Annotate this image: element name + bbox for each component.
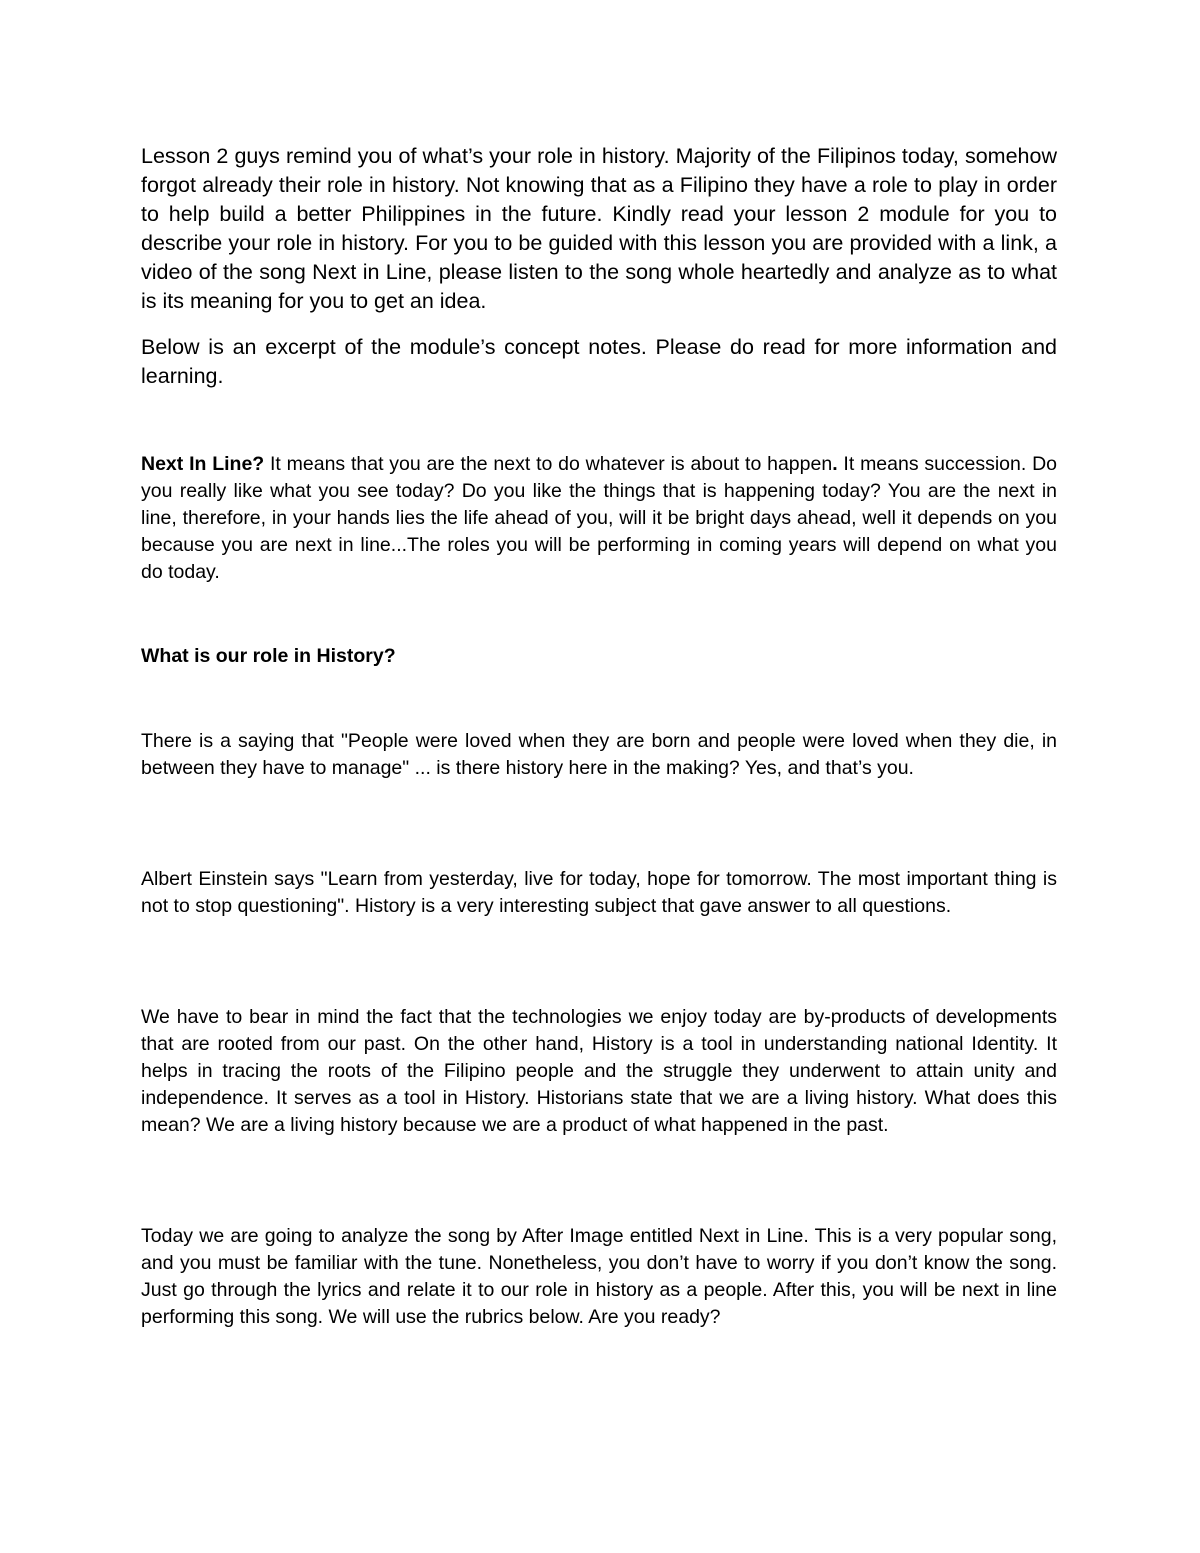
technology-paragraph: We have to bear in mind the fact that the technologies we enjoy today are by-products of developments that are rooted from our past. On the other hand, History is a tool in understanding national Identity. It helps in tracing the roots of the Filipino people and the struggle they underwent to attain unity and independence. It serves as a tool in History. Historians state that we are a living history. What does this mean? We are a living history because we are a product of what happened in the past. — [141, 1006, 1057, 1136]
role-heading: What is our role in History? — [141, 645, 396, 667]
next-in-line-definition-rest: It means succession. Do you really like what you see today? Do you like the things that is happening today? You are the next in line, therefore, in your hands lies the life ahead of you, will it be bright days ahead, well it depends on you because you are next in line...The roles you will be performing in coming years will depend on what you do today. — [141, 453, 1058, 583]
next-in-line-period: . — [832, 453, 838, 475]
intro-paragraph: Lesson 2 guys remind you of what’s your role in history. Majority of the Filipinos today, somehow forgot already their role in history. Not knowing that as a Filipino they have a role to play in order to help build a better Philippines in the future. Kindly read your lesson 2 module for you to describe your role in history. For you to be guided with this lesson you are provided with a link, a video of the song Next in Line, please listen to the song whole heartedly and analyze as to what is its meaning for you to get an idea. — [141, 144, 1057, 313]
song-paragraph: Today we are going to analyze the song by After Image entitled Next in Line. This is a very popular song, and you must be familiar with the tune. Nonetheless, you don’t have to worry if you don’t know the song. Just go through the lyrics and relate it to our role in history as a people. After this, you will be next in line performing this song. We will use the rubrics below. Are you ready? — [141, 1225, 1057, 1328]
einstein-paragraph: Albert Einstein says "Learn from yesterday, live for today, hope for tomorrow. The most important thing is not to stop questioning". History is a very interesting subject that gave answer to all questions. — [141, 868, 1057, 917]
next-in-line-paragraph — [141, 451, 1057, 586]
next-in-line-term: Next In Line? — [141, 453, 265, 475]
saying-paragraph: There is a saying that "People were loved when they are born and people were loved when they die, in between they have to manage" ... is there history here in the making? Yes, and that’s you. — [141, 730, 1057, 779]
excerpt-paragraph: Below is an excerpt of the module’s concept notes. Please do read for more information and learning. — [141, 335, 1057, 388]
next-in-line-definition-start: It means that you are the next to do whatever is about to happen — [264, 453, 833, 475]
